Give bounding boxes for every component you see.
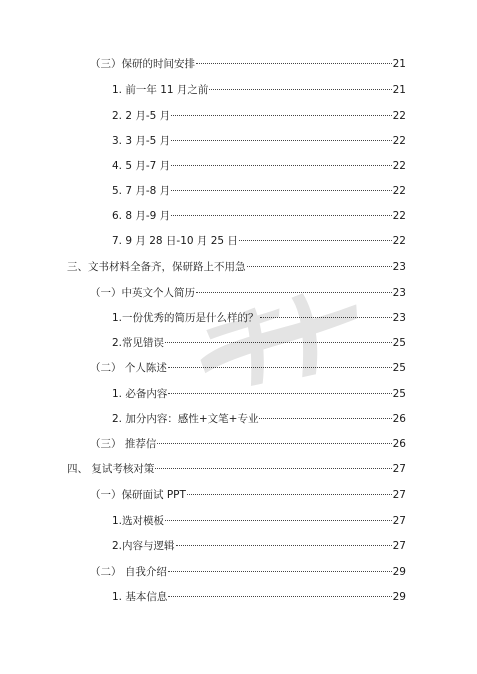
toc-entry[interactable] bbox=[90, 437, 406, 451]
toc-entry-title: 3. 3 月-5 月 bbox=[112, 135, 171, 147]
toc-entry-page: 22 bbox=[392, 185, 406, 197]
toc-entry-page: 25 bbox=[392, 337, 406, 349]
toc-leader-dots bbox=[165, 519, 392, 521]
toc-entry-title: 1.一份优秀的简历是什么样的？ bbox=[112, 312, 259, 324]
toc-leader-dots bbox=[260, 316, 392, 318]
toc-entry[interactable] bbox=[67, 260, 406, 274]
toc-leader-dots bbox=[168, 392, 391, 394]
toc-entry-title: 三、文书材料全备齐，保研路上不用急 bbox=[67, 261, 246, 273]
toc-entry[interactable] bbox=[112, 234, 406, 248]
toc-entry-page: 27 bbox=[392, 489, 406, 501]
toc-entry-page: 22 bbox=[392, 210, 406, 222]
toc-entry[interactable] bbox=[112, 209, 406, 223]
toc-entry-title: 四、 复试考核对策 bbox=[67, 463, 155, 475]
toc-entry-page: 27 bbox=[392, 540, 406, 552]
toc-entry-page: 26 bbox=[392, 438, 406, 450]
toc-entry-page: 25 bbox=[392, 362, 406, 374]
toc-entry-page: 22 bbox=[392, 110, 406, 122]
toc-entry[interactable] bbox=[90, 57, 406, 71]
toc-entry-page: 26 bbox=[392, 413, 406, 425]
toc-entry-title: 5. 7 月-8 月 bbox=[112, 185, 171, 197]
toc-entry-title: 2.常见错误 bbox=[112, 337, 165, 349]
toc-leader-dots bbox=[247, 265, 392, 267]
toc-entry[interactable] bbox=[112, 539, 406, 553]
toc-entry[interactable] bbox=[112, 590, 406, 604]
toc-entry-title: （二） 自我介绍 bbox=[90, 566, 167, 578]
toc-entry[interactable] bbox=[112, 514, 406, 528]
toc-entry-title: （三） 推荐信 bbox=[90, 438, 157, 450]
toc-entry-title: 1. 必备内容 bbox=[112, 388, 168, 400]
toc-entry-title: 2.内容与逻辑 bbox=[112, 540, 175, 552]
toc-entry[interactable] bbox=[90, 565, 406, 579]
toc-entry-title: 1. 基本信息 bbox=[112, 591, 168, 603]
toc-entry-page: 27 bbox=[392, 515, 406, 527]
toc-entry[interactable] bbox=[112, 83, 406, 97]
toc-entry[interactable] bbox=[90, 361, 406, 375]
toc-entry-title: 7. 9 月 28 日-10 月 25 日 bbox=[112, 235, 238, 247]
toc-leader-dots bbox=[171, 214, 391, 216]
toc-entry-page: 21 bbox=[392, 84, 406, 96]
toc-entry-page: 23 bbox=[392, 287, 406, 299]
toc-leader-dots bbox=[259, 417, 391, 419]
toc-entry-page: 21 bbox=[392, 58, 406, 70]
toc-leader-dots bbox=[157, 442, 391, 444]
toc-entry-title: （三）保研的时间安排 bbox=[90, 58, 195, 70]
toc-entry[interactable] bbox=[67, 462, 406, 476]
toc-entry[interactable] bbox=[112, 109, 406, 123]
toc-entry-title: （一）保研面试 PPT bbox=[90, 489, 186, 501]
toc-entry-page: 23 bbox=[392, 312, 406, 324]
toc-entry[interactable] bbox=[112, 311, 406, 325]
toc-leader-dots bbox=[239, 239, 392, 241]
toc-entry-title: 6. 8 月-9 月 bbox=[112, 210, 171, 222]
toc-entry-title: 2. 加分内容：感性+文笔+专业 bbox=[112, 413, 259, 425]
toc-entry[interactable] bbox=[112, 134, 406, 148]
toc-leader-dots bbox=[196, 62, 392, 64]
toc-entry-page: 22 bbox=[392, 135, 406, 147]
toc-leader-dots bbox=[209, 88, 391, 90]
toc-entry[interactable] bbox=[112, 336, 406, 350]
toc-entry-page: 22 bbox=[392, 160, 406, 172]
toc-leader-dots bbox=[171, 189, 391, 191]
toc-entry[interactable] bbox=[112, 159, 406, 173]
toc-entry-page: 25 bbox=[392, 388, 406, 400]
toc-leader-dots bbox=[171, 164, 391, 166]
toc-entry-title: 2. 2 月-5 月 bbox=[112, 110, 171, 122]
toc-leader-dots bbox=[196, 291, 392, 293]
toc-leader-dots bbox=[171, 114, 391, 116]
toc-entry[interactable] bbox=[112, 412, 406, 426]
toc-entry-page: 23 bbox=[392, 261, 406, 273]
toc-leader-dots bbox=[168, 570, 392, 572]
toc-entry-title: （一）中英文个人简历 bbox=[90, 287, 195, 299]
toc-entry[interactable] bbox=[112, 184, 406, 198]
toc-entry[interactable] bbox=[90, 286, 406, 300]
toc-entry-title: （二） 个人陈述 bbox=[90, 362, 167, 374]
toc-leader-dots bbox=[168, 366, 392, 368]
toc-entry-title: 1. 前一年 11 月之前 bbox=[112, 84, 209, 96]
toc-entry-page: 22 bbox=[392, 235, 406, 247]
toc-leader-dots bbox=[176, 544, 392, 546]
toc-entry-page: 29 bbox=[392, 591, 406, 603]
toc-entry[interactable] bbox=[112, 387, 406, 401]
toc-leader-dots bbox=[171, 139, 391, 141]
toc-entry[interactable] bbox=[90, 488, 406, 502]
toc-entry-page: 27 bbox=[392, 463, 406, 475]
toc-entry-title: 4. 5 月-7 月 bbox=[112, 160, 171, 172]
toc-leader-dots bbox=[155, 467, 391, 469]
toc-leader-dots bbox=[187, 493, 392, 495]
toc-leader-dots bbox=[165, 341, 392, 343]
toc-entry-title: 1.选对模板 bbox=[112, 515, 165, 527]
toc-entry-page: 29 bbox=[392, 566, 406, 578]
toc-leader-dots bbox=[168, 595, 391, 597]
